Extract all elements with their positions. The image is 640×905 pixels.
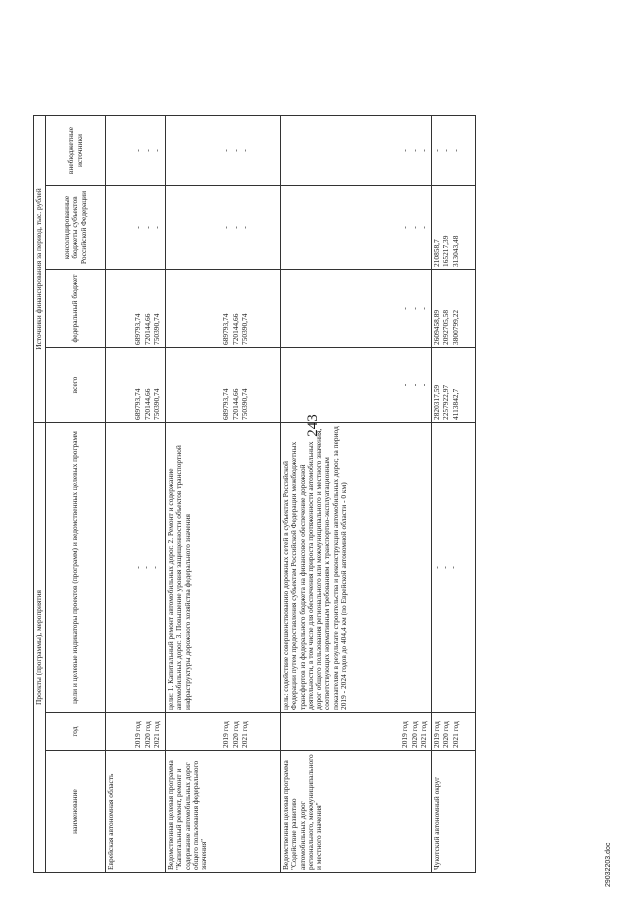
row-total: 689793,74 720144,66 750390,74 — [166, 348, 281, 423]
header-projects-group: Проекты (программы), мероприятия — [34, 423, 46, 873]
row-regional: - - - — [106, 186, 166, 270]
row-federal: 689793,74 720144,66 750390,74 — [106, 270, 166, 348]
row-extra: - - - — [281, 116, 432, 186]
row-regional: - - - — [166, 186, 281, 270]
year-cell: 2020 год — [441, 721, 450, 748]
year-cell: 2019 год — [431, 721, 441, 748]
row-name: Чукотский автономный округ — [431, 751, 475, 873]
row-years — [166, 713, 281, 751]
row-name: Ведомственная целевая программа "Содействие развитию автомобильных дорог регионального, межмуниципального и местного значения" — [281, 751, 432, 873]
row-regional: 210858,7 165217,39 313043,48 — [431, 186, 475, 270]
row-federal: 2609458,89 2092705,58 3800799,22 — [431, 270, 475, 348]
header-extra: внебюджетные источники — [46, 116, 106, 186]
year-cell: 2020 год — [142, 721, 152, 748]
footer-filename: 29032203.doc — [605, 842, 612, 887]
year-cell: 2019 год — [133, 721, 142, 748]
row-years — [431, 713, 475, 751]
row-total: 2820317,59 2257922,97 4113842,7 — [431, 348, 475, 423]
row-goals-dashes: - - - — [431, 423, 475, 713]
row-years — [281, 713, 432, 751]
row-name: Ведомственная целевая программа "Капитальный ремонт, ремонт и содержание автомобильных дорог общего пользования федерального значения" — [166, 751, 281, 873]
row-regional: - - - — [281, 186, 432, 270]
table-row — [431, 116, 475, 873]
header-name: наименование — [46, 751, 106, 873]
header-federal: федеральный бюджет — [46, 270, 106, 348]
year-cell: 2021 год — [240, 721, 249, 748]
table-row — [166, 116, 281, 873]
row-total: 689793,74 720144,66 750390,74 — [106, 348, 166, 423]
row-federal: 689793,74 720144,66 750390,74 — [166, 270, 281, 348]
year-cell: 2020 год — [409, 721, 419, 748]
table-row — [106, 116, 166, 873]
row-extra: - - - — [106, 116, 166, 186]
year-cell: 2021 год — [152, 721, 161, 748]
year-cell: 2021 год — [450, 721, 460, 748]
row-goals: цель: содействие совершенствованию дорожных сетей в субъектах Российской Федерации путем предоставления субъектам Российской Федерации межбюджетных трансфертов из федерального бюджета на финансовое обеспечение дорожной деятельности, в том числе для обеспечения прироста протяженности автомобильных дорог общего пользования регионального или межмуниципального и местного значения, соответствующих нормативным требованиям к транспортно-эксплуатационным показателям в результате строительства и реконструкции автомобильных дорог, за период 2019 - 2024 годов до 404,4 км (по Еврейской автономной области - 0 км) — [281, 423, 432, 713]
row-federal: - - - — [281, 270, 432, 348]
header-sources-group: Источники финансирования за период, тыс. рублей — [34, 116, 46, 423]
row-goals-dashes: - - - — [106, 423, 166, 713]
header-regional: консолидированные бюджеты субъектов Российской Федерации — [46, 186, 106, 270]
page-number: 243 — [304, 414, 321, 437]
row-extra: - - - — [431, 116, 475, 186]
row-goals: цели: 1. Капитальный ремонт автомобильных дорог. 2. Ремонт и содержание автомобильных дорог. 3. Повышение уровня защищенности объектов транспортной инфраструктуры дорожного хозяйства федерального значения — [166, 423, 281, 713]
row-extra: - - - — [166, 116, 281, 186]
year-cell: 2021 год — [419, 721, 428, 748]
row-name: Еврейская автономная область — [106, 751, 166, 873]
table-row — [281, 116, 432, 873]
row-total: - - - — [281, 348, 432, 423]
year-cell: 2020 год — [230, 721, 240, 748]
header-goals: цели и целевые индикаторы проектов (программ) и ведомственных целевых программ — [46, 423, 106, 713]
year-cell: 2019 год — [221, 721, 230, 748]
financing-table — [33, 115, 476, 873]
header-year: год — [46, 713, 106, 751]
year-cell: 2019 год — [400, 721, 409, 748]
header-total: всего — [46, 348, 106, 423]
row-years — [106, 713, 166, 751]
